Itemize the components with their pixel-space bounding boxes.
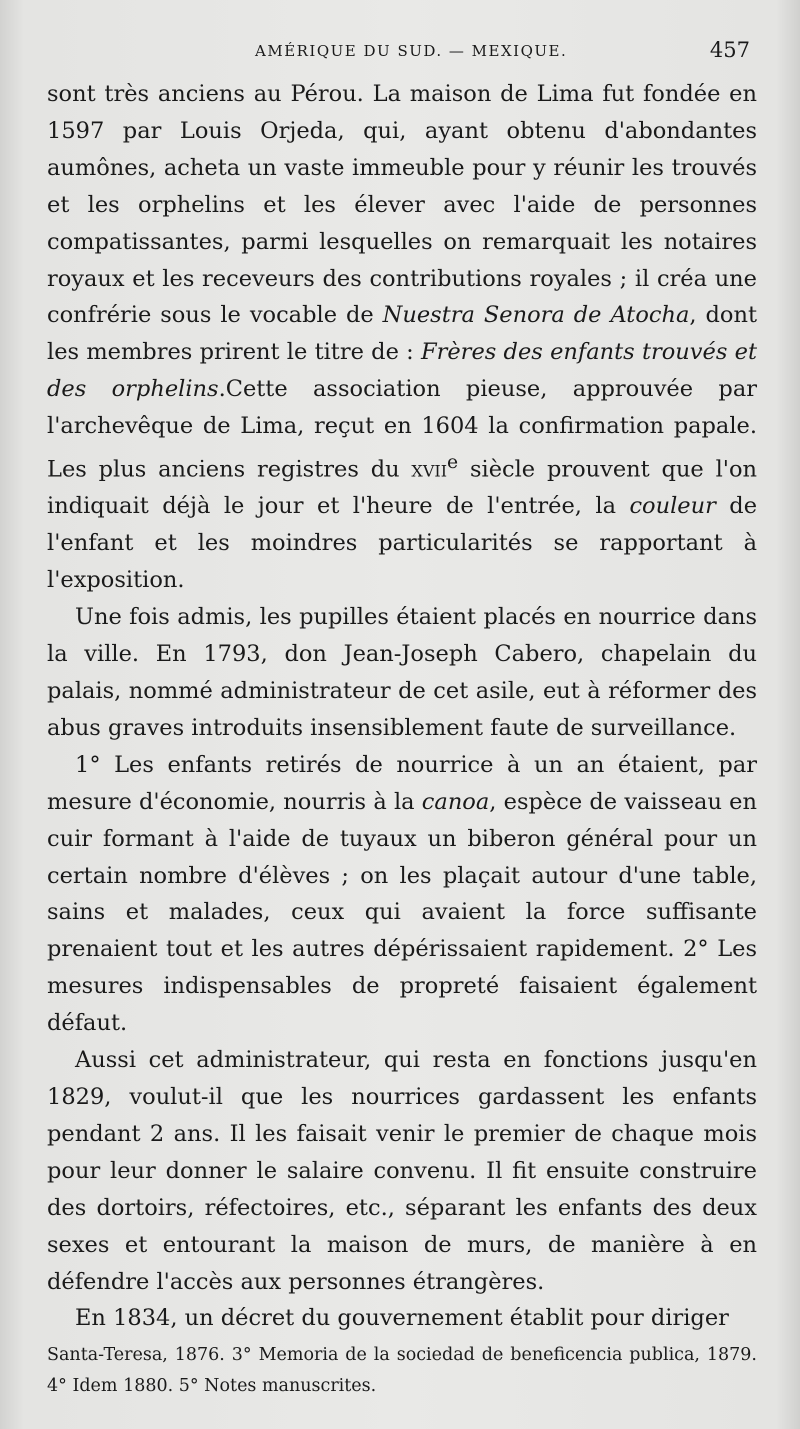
text-run: sont très anciens au Pérou. La maison de Lima fut fondée en 1597 par Louis Orjeda, qui, ayant obtenu d'abondantes aumônes, acheta un vaste immeuble pour y réunir les trouvés et les orphelins et les élever avec l'aide de personnes compatissantes, parmi lesquelles on remarquait les notaires royaux et les receveurs des contributions royales ; il créa une confrérie sous le vocable de xyxy=(47,81,757,329)
century-numeral: xvii xyxy=(411,456,448,483)
body-text xyxy=(47,76,757,1337)
paragraph xyxy=(47,747,757,1042)
page-header xyxy=(0,38,800,78)
text-run: .Cette association pieuse, approuvée par l'archevêque de Lima, reçut en 1604 la confirmation papale. Les plus anciens registres du xyxy=(47,376,757,483)
superscript: e xyxy=(447,452,459,474)
italic-word: couleur xyxy=(629,493,716,520)
footnotes xyxy=(47,1340,757,1402)
paragraph xyxy=(47,76,757,599)
text-run: Aussi cet administrateur, qui resta en fonctions jusqu'en 1829, voulut-il que les nourrices gardassent les enfants pendant 2 ans. Il les faisait venir le premier de chaque mois pour leur donner le salaire convenu. Il fit ensuite construire des dortoirs, réfectoires, etc., séparant les enfants des deux sexes et entourant la maison de murs, de manière à en défendre l'accès aux personnes étrangères. xyxy=(47,1047,757,1295)
text-run: En 1834, un décret du gouvernement établit pour diriger xyxy=(75,1305,729,1332)
text-run: Une fois admis, les pupilles étaient placés en nourrice dans la ville. En 1793, don Jean-Joseph Cabero, chapelain du palais, nommé administrateur de cet asile, eut à réformer des abus graves introduits insensiblement faute de surveillance. xyxy=(47,604,757,741)
paragraph xyxy=(47,1042,757,1300)
footnote-text: Santa-Teresa, 1876. 3° Memoria de la sociedad de beneficencia publica, 1879. 4° Idem 1880. 5° Notes manuscrites. xyxy=(47,1345,757,1396)
italic-title: Nuestra Senora de Atocha xyxy=(382,302,690,329)
text-run: 1° Les enfants retirés de nourrice à un an étaient, par mesure d'économie, nourris à la xyxy=(47,751,757,815)
paragraph xyxy=(47,599,757,747)
text-run: , dont les membres prirent le titre de : xyxy=(47,302,757,366)
italic-word: canoa xyxy=(421,788,490,815)
running-head: AMÉRIQUE DU SUD. — MEXIQUE. xyxy=(255,42,568,60)
text-run: siècle prouvent que l'on indiquait déjà le jour et l'heure de l'entrée, la xyxy=(47,456,757,520)
text-run: de l'enfant et les moindres particularités se rapportant à l'exposition. xyxy=(47,493,758,594)
italic-title: Frères des enfants trouvés et des orphelins xyxy=(47,339,757,403)
paragraph xyxy=(47,1300,757,1337)
text-run: , espèce de vaisseau en cuir formant à l'aide de tuyaux un biberon général pour un certain nombre d'élèves ; on les plaçait autour d'une table, sains et malades, ceux qui avaient la force suffisante prenaient tout et les autres dépérissaient rapidement. 2° Les mesures indispensables de propreté faisaient également défaut. xyxy=(47,788,757,1037)
page-number: 457 xyxy=(709,38,750,62)
